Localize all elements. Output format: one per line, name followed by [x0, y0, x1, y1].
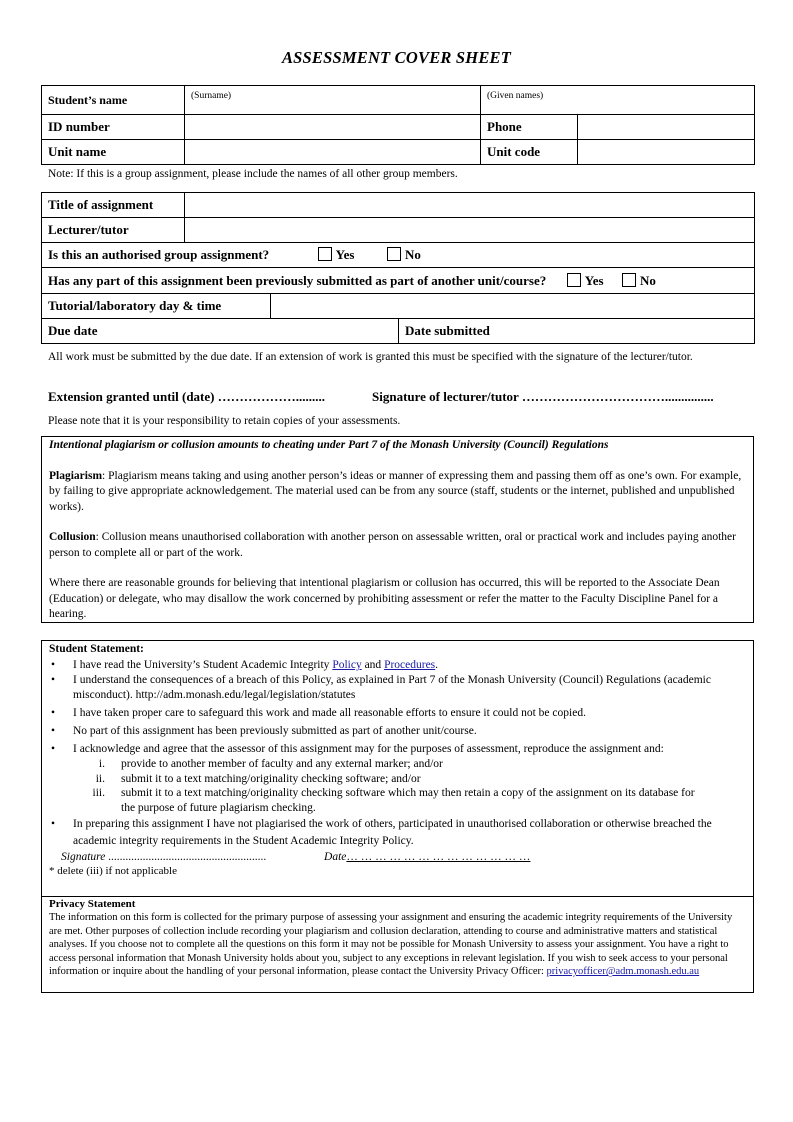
unit-code-label: Unit code	[481, 140, 578, 165]
tutorial-time-label: Tutorial/laboratory day & time	[42, 294, 271, 319]
collusion-definition: : Collusion means unauthorised collaboration with another person on assessable written, oral or practical work and includes paying another person to complete all or part of the work.	[49, 531, 736, 559]
statement-item: • I have taken proper care to safeguard this work and made all reasonable efforts to ensure it could not be copied.	[51, 707, 586, 719]
previous-submission-row	[42, 268, 755, 294]
sublist-item: i. provide to another member of faculty and any external marker; and/or	[98, 758, 443, 770]
group-no-label: No	[404, 247, 421, 262]
date-submitted-label: Date submitted	[405, 323, 490, 338]
page-title: ASSESSMENT COVER SHEET	[281, 48, 512, 67]
privacy-text: The information on this form is collected for the primary purpose of assessing your assignment and ensuring the academic integrity requirements of the University are met. Other purposes of collection include recording your plagiarism and collusion declaration, attending to course and administrative matters and statistical analyses. If you choose not to complete all the questions on this form it may not be possible for Monash University to assess your assignment. You have a right to access personal information that Monash University holds about you, subject to any exceptions in relevant legislation. If you wish to seek access to your personal information or inquire about the handling of your personal information, please contact the University Privacy Officer: privacyofficer@adm.monash.edu.au	[49, 912, 733, 978]
statement-box	[41, 640, 754, 993]
given-names-hint: (Given names)	[487, 91, 544, 101]
surname-hint: (Surname)	[191, 91, 232, 101]
prev-no-label: No	[640, 272, 656, 288]
signature-line	[49, 850, 746, 864]
student-name-label: Student’s name	[42, 86, 185, 115]
sublist-item: ii. submit it to a text matching/originality checking software; and/or	[95, 772, 421, 785]
lecturer-tutor-field[interactable]	[185, 218, 755, 243]
acknowledgement-sublist	[49, 757, 746, 815]
given-names-field[interactable]	[481, 86, 755, 115]
plagiarism-term: Plagiarism	[49, 469, 103, 482]
unit-name-field[interactable]	[185, 140, 481, 165]
assignment-table	[41, 192, 755, 344]
statement-list-cont	[49, 816, 746, 850]
lecturer-signature-label: Signature of lecturer/tutor ……………………………...............	[372, 389, 714, 404]
group-yes-label: Yes	[335, 247, 355, 262]
due-date-cell[interactable]	[42, 319, 399, 344]
statement-item: • I acknowledge and agree that the assessor of this assignment may for the purposes of assessment, reproduce the assignment and:	[51, 743, 664, 755]
date-submitted-cell[interactable]	[399, 319, 755, 344]
student-signature-label: Signature	[61, 851, 106, 863]
prev-yes-checkbox[interactable]	[567, 273, 581, 287]
unit-code-field[interactable]	[578, 140, 755, 165]
privacy-email-link[interactable]: privacyofficer@adm.monash.edu.au	[546, 966, 700, 978]
lecturer-tutor-label: Lecturer/tutor	[42, 218, 185, 243]
plagiarism-definition: : Plagiarism means taking and using another person’s ideas or manner of expressing them and passing them off as one’s own. For example, by failing to give appropriate acknowledgement. The material used can be from any source (staff, students or the internet, published and unpublished works).	[49, 469, 742, 513]
previous-submission-question: Has any part of this assignment been previously submitted as part of another unit/course?	[48, 272, 547, 288]
prev-no-checkbox[interactable]	[622, 273, 636, 287]
student-date-label: Date	[324, 851, 347, 863]
id-number-field[interactable]	[185, 115, 481, 140]
student-statement-heading: Student Statement:	[49, 643, 144, 655]
statement-list	[49, 657, 746, 757]
tutorial-time-field[interactable]	[271, 294, 755, 319]
plagiarism-paragraph	[49, 469, 746, 516]
statement-item: • I understand the consequences of a breach of this Policy, as explained in Part 7 of the Monash University (Council) Regulations (academic misconduct). http://adm.monash.edu/legal/legislation/statutes	[51, 674, 711, 701]
student-signature-field[interactable]: .......................................................	[105, 851, 267, 863]
student-date-field[interactable]: … … … … … … … … … … … … …	[346, 851, 531, 863]
grounds-paragraph: Where there are reasonable grounds for believing that intentional plagiarism or collusion has occurred, this will be reported to the Associate Dean (Education) or delegate, who may disallow the work concerned by prohibiting assessment or refer the matter to the Faculty Discipline Panel for a hearing.	[49, 577, 720, 620]
group-note: Note: If this is a group assignment, please include the names of all other group members.	[48, 168, 458, 180]
plagiarism-heading: Intentional plagiarism or collusion amounts to cheating under Part 7 of the Monash University (Council) Regulations	[49, 439, 609, 451]
id-number-label: ID number	[42, 115, 185, 140]
plagiarism-box	[41, 436, 754, 623]
group-assignment-question: Is this an authorised group assignment?	[48, 247, 270, 262]
group-assignment-row	[42, 243, 755, 268]
title-of-assignment-label: Title of assignment	[42, 193, 185, 218]
surname-field[interactable]	[185, 86, 481, 115]
phone-label: Phone	[481, 115, 578, 140]
title-of-assignment-field[interactable]	[185, 193, 755, 218]
phone-field[interactable]	[578, 115, 755, 140]
statement-item: • In preparing this assignment I have not plagiarised the work of others, participated in unauthorised collaboration or otherwise breached the academic integrity requirements in the Student Academic Integrity Policy.	[51, 818, 712, 847]
privacy-heading: Privacy Statement	[49, 898, 136, 910]
group-yes-checkbox[interactable]	[318, 247, 332, 261]
delete-note: * delete (iii) if not applicable	[49, 865, 177, 877]
statement-item: • I have read the University’s Student Academic Integrity Policy and Procedures.	[51, 659, 439, 671]
prev-yes-label: Yes	[584, 272, 604, 288]
collusion-paragraph	[49, 530, 746, 561]
extension-granted-label: Extension granted until (date) ……………….........	[48, 389, 325, 404]
collusion-term: Collusion	[49, 531, 96, 543]
policy-link[interactable]: Policy	[332, 659, 362, 671]
group-no-checkbox[interactable]	[387, 247, 401, 261]
due-date-label: Due date	[48, 323, 98, 338]
extension-note: All work must be submitted by the due date. If an extension of work is granted this must be specified with the signature of the lecturer/tutor.	[48, 351, 693, 363]
unit-name-label: Unit name	[42, 140, 185, 165]
statement-item: • No part of this assignment has been previously submitted as part of another unit/course.	[51, 725, 477, 737]
procedures-link[interactable]: Procedures	[384, 659, 436, 671]
privacy-statement	[42, 897, 753, 979]
student-details-table	[41, 85, 755, 165]
sublist-item: iii. submit it to a text matching/originality checking software which may then retain a copy of the assignment on its database for the purpose of future plagiarism checking.	[92, 787, 695, 814]
retain-copies-note: Please note that it is your responsibility to retain copies of your assessments.	[48, 415, 401, 427]
